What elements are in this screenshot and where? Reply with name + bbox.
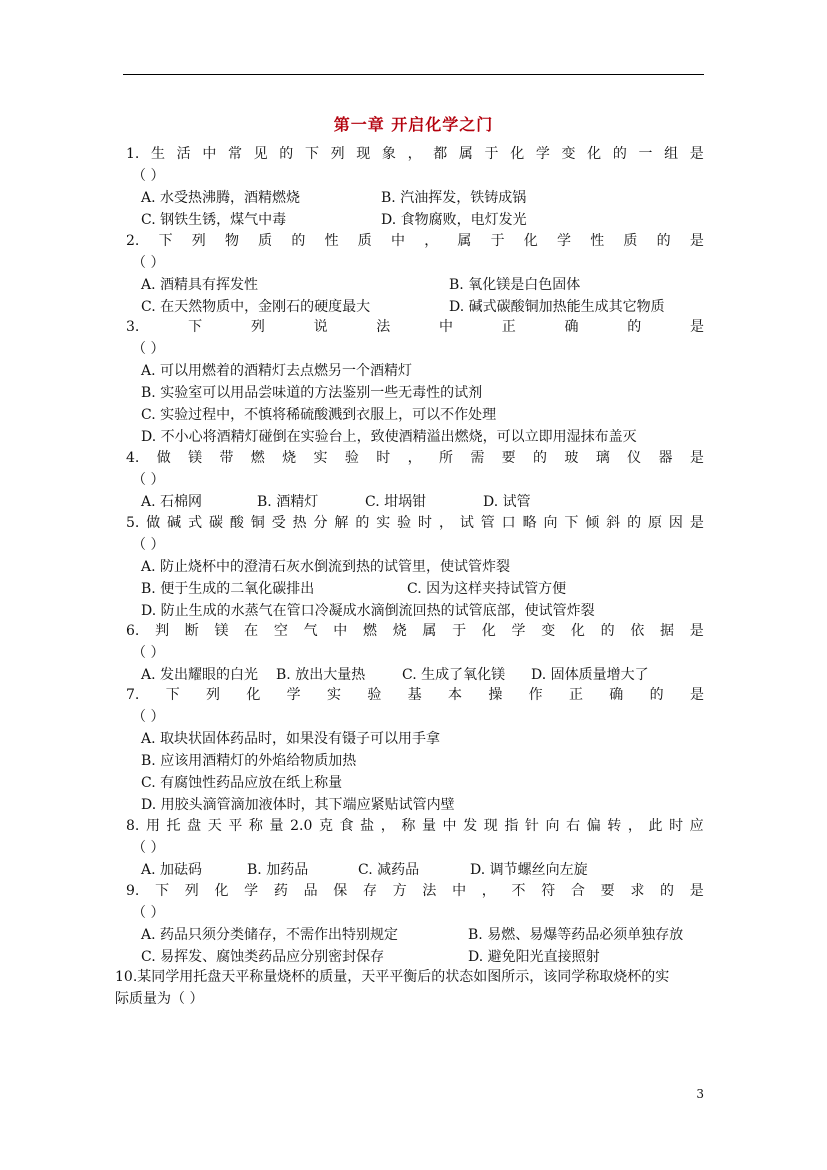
question-9-option: A. 药品只须分类储存，不需作出特别规定 bbox=[141, 927, 399, 943]
page-number: 3 bbox=[696, 1087, 704, 1101]
stem-char: 保 bbox=[333, 883, 348, 899]
question-8-stem bbox=[126, 815, 704, 837]
stem-char: 碳 bbox=[208, 515, 223, 531]
stem-char: 称 bbox=[401, 818, 416, 834]
stem-char: 下 bbox=[158, 233, 173, 249]
stem-char: 见 bbox=[253, 146, 268, 162]
stem-char: 验 bbox=[367, 687, 382, 703]
stem-char: 化 bbox=[214, 883, 229, 899]
stem-char: 实 bbox=[327, 687, 341, 703]
question-2-option: A. 酒精具有挥发性 bbox=[141, 277, 259, 293]
stem-char: 式 bbox=[188, 515, 203, 531]
stem-char: 热 bbox=[292, 515, 307, 531]
answer-parentheses: （ ） bbox=[132, 645, 165, 661]
stem-char: ， bbox=[424, 233, 439, 249]
stem-char: 断 bbox=[184, 623, 199, 639]
stem-char: 玻 bbox=[564, 450, 579, 466]
stem-char: 学 bbox=[511, 623, 526, 639]
stem-char: ， bbox=[380, 818, 395, 834]
stem-char: 常 bbox=[227, 146, 242, 162]
stem-char: 于 bbox=[484, 146, 499, 162]
stem-char: 的 bbox=[533, 450, 548, 466]
stem-char: 法 bbox=[376, 319, 391, 335]
stem-char: ， bbox=[627, 818, 642, 834]
stem-char: 下 bbox=[188, 319, 203, 335]
stem-char: 需 bbox=[470, 450, 485, 466]
stem-char: 时 bbox=[669, 818, 684, 834]
stem-char: 9. bbox=[126, 883, 140, 899]
stem-char: 实 bbox=[313, 450, 328, 466]
question-1-option: D. 食物腐败，电灯发光 bbox=[381, 212, 527, 228]
q10-line1: 10.某同学用托盘天平称量烧杯的质量，天平平衡后的状态如图所示，该同学称取烧杯的实 bbox=[115, 969, 670, 985]
stem-char: 品 bbox=[303, 883, 318, 899]
stem-char: 管 bbox=[480, 515, 495, 531]
stem-char: 一 bbox=[638, 146, 653, 162]
stem-char: 烧 bbox=[392, 623, 407, 639]
stem-char: 合 bbox=[570, 883, 585, 899]
stem-char: 于 bbox=[490, 233, 505, 249]
stem-char: 方 bbox=[392, 883, 407, 899]
stem-char: 口 bbox=[501, 515, 516, 531]
stem-char: 的 bbox=[627, 319, 642, 335]
answer-parentheses: （ ） bbox=[132, 840, 165, 856]
question-8-option: A. 加砝码 bbox=[141, 862, 203, 878]
stem-char: 据 bbox=[660, 623, 675, 639]
stem-char: 物 bbox=[224, 233, 239, 249]
stem-char: 用 bbox=[145, 818, 160, 834]
stem-char: 基 bbox=[407, 687, 422, 703]
question-2-option: D. 碱式碳酸铜加热能生成其它物质 bbox=[449, 299, 665, 315]
stem-char: 克 bbox=[318, 818, 333, 834]
stem-char: ， bbox=[438, 515, 453, 531]
question-5-option: A. 防止烧杯中的澄清石灰水倒流到热的试管里，使试管炸裂 bbox=[141, 559, 511, 575]
stem-char: 法 bbox=[422, 883, 437, 899]
stem-char: 斜 bbox=[606, 515, 621, 531]
stem-char: 镁 bbox=[188, 450, 203, 466]
stem-char: 化 bbox=[481, 623, 496, 639]
stem-char: 托 bbox=[166, 818, 181, 834]
stem-char: 下 bbox=[155, 883, 170, 899]
stem-char: 实 bbox=[376, 515, 391, 531]
stem-char: 列 bbox=[184, 883, 199, 899]
stem-char: 是 bbox=[689, 883, 704, 899]
stem-char: 3. bbox=[126, 319, 140, 335]
stem-char: 略 bbox=[522, 515, 537, 531]
stem-char: 性 bbox=[324, 233, 339, 249]
stem-char: 的 bbox=[656, 233, 671, 249]
stem-char: 是 bbox=[689, 623, 704, 639]
stem-char: 指 bbox=[504, 818, 519, 834]
stem-char: 燃 bbox=[362, 623, 377, 639]
question-3-option: C. 实验过程中，不慎将稀硫酸溅到衣服上，可以不作处理 bbox=[141, 407, 497, 423]
question-9-stem bbox=[126, 880, 704, 902]
question-9-option: B. 易燃、易爆等药品必须单独存放 bbox=[468, 927, 684, 943]
stem-char: 转 bbox=[607, 818, 622, 834]
stem-char: 本 bbox=[447, 687, 462, 703]
stem-char: 象 bbox=[381, 146, 396, 162]
stem-char: 活 bbox=[176, 146, 191, 162]
stem-char: ， bbox=[481, 883, 496, 899]
stem-char: 操 bbox=[488, 687, 503, 703]
stem-char: 列 bbox=[250, 319, 265, 335]
stem-char: 应 bbox=[689, 818, 704, 834]
question-6-option: D. 固体质量增大了 bbox=[531, 667, 649, 683]
stem-char: 质 bbox=[357, 233, 372, 249]
question-6-option: C. 生成了氧化镁 bbox=[402, 667, 506, 683]
stem-char: 时 bbox=[418, 515, 433, 531]
stem-char: 试 bbox=[459, 515, 474, 531]
stem-char: 正 bbox=[501, 319, 516, 335]
stem-char: 1. bbox=[126, 146, 140, 162]
question-6-stem bbox=[126, 620, 704, 642]
stem-char: 变 bbox=[561, 146, 576, 162]
stem-char: 烧 bbox=[282, 450, 297, 466]
stem-char: 中 bbox=[390, 233, 405, 249]
stem-char: 的 bbox=[600, 623, 615, 639]
stem-char: 仪 bbox=[627, 450, 642, 466]
question-3-option: B. 实验室可以用品尝味道的方法鉴别一些无毒性的试剂 bbox=[141, 385, 483, 401]
stem-char: 解 bbox=[334, 515, 349, 531]
stem-char: 确 bbox=[609, 687, 624, 703]
stem-char: 的 bbox=[355, 515, 370, 531]
answer-parentheses: （ ） bbox=[132, 341, 165, 357]
answer-parentheses: （ ） bbox=[132, 905, 165, 921]
question-5-option: B. 便于生成的二氧化碳排出 bbox=[141, 581, 315, 597]
question-6-option: B. 放出大量热 bbox=[276, 667, 366, 683]
stem-char: ， bbox=[407, 146, 422, 162]
answer-parentheses: （ ） bbox=[132, 255, 165, 271]
stem-char: 带 bbox=[219, 450, 234, 466]
stem-char: 中 bbox=[202, 146, 217, 162]
stem-char: 列 bbox=[191, 233, 206, 249]
stem-char: 要 bbox=[501, 450, 516, 466]
stem-char: 确 bbox=[564, 319, 579, 335]
stem-char: 说 bbox=[313, 319, 328, 335]
stem-char: 学 bbox=[535, 146, 550, 162]
stem-char: 盘 bbox=[187, 818, 202, 834]
stem-char: 2. bbox=[126, 233, 140, 249]
stem-char: 求 bbox=[630, 883, 645, 899]
stem-char: 都 bbox=[433, 146, 448, 162]
stem-char: 中 bbox=[442, 818, 457, 834]
stem-char: 6. bbox=[126, 623, 140, 639]
stem-char: 的 bbox=[612, 146, 627, 162]
question-1-option: C. 钢铁生锈，煤气中毒 bbox=[141, 212, 287, 228]
stem-char: 组 bbox=[664, 146, 679, 162]
stem-char: 璃 bbox=[595, 450, 610, 466]
stem-char: 镁 bbox=[214, 623, 229, 639]
stem-char: 偏 bbox=[586, 818, 601, 834]
stem-char: 下 bbox=[165, 687, 180, 703]
stem-char: 7. bbox=[126, 687, 140, 703]
stem-char: 变 bbox=[541, 623, 556, 639]
answer-parentheses: （ ） bbox=[132, 709, 165, 725]
stem-char: 验 bbox=[397, 515, 412, 531]
question-8-option: D. 调节螺丝向左旋 bbox=[470, 862, 588, 878]
question-4-option: B. 酒精灯 bbox=[257, 494, 319, 510]
stem-char: 是 bbox=[689, 319, 704, 335]
question-7-stem bbox=[126, 684, 704, 706]
stem-char: 正 bbox=[568, 687, 583, 703]
stem-char: 性 bbox=[590, 233, 605, 249]
stem-char: 质 bbox=[623, 233, 638, 249]
stem-char: 器 bbox=[658, 450, 673, 466]
question-7-option: B. 应该用酒精灯的外焰给物质加热 bbox=[141, 753, 357, 769]
stem-char: 于 bbox=[452, 623, 467, 639]
question-4-stem bbox=[126, 447, 704, 469]
stem-char: 针 bbox=[524, 818, 539, 834]
question-9-option: D. 避免阳光直接照射 bbox=[468, 949, 600, 965]
stem-char: 4. bbox=[126, 450, 140, 466]
stem-char: 是 bbox=[689, 233, 704, 249]
stem-char: 铜 bbox=[250, 515, 265, 531]
stem-char: 做 bbox=[146, 515, 161, 531]
question-1-stem bbox=[126, 143, 704, 165]
stem-char: 是 bbox=[689, 687, 704, 703]
stem-char: 学 bbox=[286, 687, 301, 703]
stem-char: 中 bbox=[452, 883, 467, 899]
stem-char: 验 bbox=[344, 450, 359, 466]
stem-char: 是 bbox=[689, 146, 704, 162]
stem-char: 2.0 bbox=[290, 818, 313, 834]
question-7-option: D. 用胶头滴管滴加液体时，其下端应紧贴试管内壁 bbox=[141, 797, 455, 813]
stem-char: 判 bbox=[155, 623, 170, 639]
stem-char: 存 bbox=[362, 883, 377, 899]
question-7-option: C. 有腐蚀性药品应放在纸上称量 bbox=[141, 775, 343, 791]
question-5-stem bbox=[126, 512, 704, 534]
stem-char: 的 bbox=[627, 515, 642, 531]
stem-char: 原 bbox=[648, 515, 663, 531]
stem-char: 燃 bbox=[250, 450, 265, 466]
stem-char: 是 bbox=[689, 450, 704, 466]
question-1-option: B. 汽油挥发，铁铸成锅 bbox=[381, 190, 527, 206]
stem-char: 食 bbox=[339, 818, 354, 834]
question-4-option: D. 试管 bbox=[483, 494, 531, 510]
stem-char: 学 bbox=[557, 233, 571, 249]
question-5-option: C. 因为这样夹持试管方便 bbox=[407, 581, 567, 597]
stem-char: 天 bbox=[207, 818, 222, 834]
question-8-option: B. 加药品 bbox=[247, 862, 309, 878]
stem-char: 符 bbox=[541, 883, 556, 899]
stem-char: 作 bbox=[528, 687, 543, 703]
stem-char: 5. bbox=[126, 515, 140, 531]
stem-char: 学 bbox=[244, 883, 259, 899]
question-8-option: C. 减药品 bbox=[358, 862, 420, 878]
stem-char: 的 bbox=[291, 233, 306, 249]
question-2-stem bbox=[126, 230, 704, 252]
stem-char: 下 bbox=[564, 515, 579, 531]
stem-char: 质 bbox=[258, 233, 273, 249]
answer-parentheses: （ ） bbox=[132, 537, 165, 553]
stem-char: 下 bbox=[304, 146, 319, 162]
question-5-option: D. 防止生成的水蒸气在管口冷凝成水滴倒流回热的试管底部，使试管炸裂 bbox=[141, 603, 595, 619]
answer-parentheses: （ ） bbox=[132, 472, 165, 488]
stem-char: 属 bbox=[422, 623, 437, 639]
stem-char: 化 bbox=[523, 233, 538, 249]
stem-char: 盐 bbox=[360, 818, 375, 834]
question-2-option: C. 在天然物质中，金刚石的硬度最大 bbox=[141, 299, 371, 315]
stem-char: 化 bbox=[570, 623, 585, 639]
stem-char: 做 bbox=[156, 450, 171, 466]
stem-char: 属 bbox=[458, 146, 473, 162]
stem-char: 是 bbox=[689, 515, 704, 531]
q10-line2: 际质量为（ ） bbox=[115, 991, 204, 1007]
stem-char: 现 bbox=[356, 146, 371, 162]
question-4-option: C. 坩埚钳 bbox=[365, 494, 427, 510]
stem-char: 酸 bbox=[229, 515, 244, 531]
stem-char: 属 bbox=[457, 233, 472, 249]
stem-char: 列 bbox=[206, 687, 221, 703]
stem-char: 化 bbox=[587, 146, 602, 162]
stem-char: 药 bbox=[273, 883, 288, 899]
stem-char: 中 bbox=[333, 623, 348, 639]
stem-char: 化 bbox=[246, 687, 261, 703]
question-6-option: A. 发出耀眼的白光 bbox=[141, 667, 259, 683]
question-4-option: A. 石棉网 bbox=[141, 494, 203, 510]
stem-char: 的 bbox=[660, 883, 675, 899]
question-3-option: D. 不小心将酒精灯碰倒在实验台上，致使酒精溢出燃烧，可以立即用湿抹布盖灭 bbox=[141, 429, 637, 445]
question-2-option: B. 氧化镁是白色固体 bbox=[449, 277, 581, 293]
stem-char: 时 bbox=[376, 450, 391, 466]
stem-char: 在 bbox=[244, 623, 259, 639]
stem-char: 的 bbox=[279, 146, 294, 162]
stem-char: 此 bbox=[648, 818, 663, 834]
stem-char: 倾 bbox=[585, 515, 600, 531]
stem-char: 向 bbox=[543, 515, 558, 531]
stem-char: 平 bbox=[228, 818, 243, 834]
stem-char: 气 bbox=[303, 623, 318, 639]
stem-char: 因 bbox=[668, 515, 683, 531]
stem-char: 量 bbox=[421, 818, 436, 834]
stem-char: 化 bbox=[510, 146, 525, 162]
stem-char: 碱 bbox=[167, 515, 182, 531]
question-9-option: C. 易挥发、腐蚀类药品应分别密封保存 bbox=[141, 949, 385, 965]
stem-char: 所 bbox=[438, 450, 453, 466]
stem-char: 依 bbox=[630, 623, 645, 639]
stem-char: 右 bbox=[566, 818, 581, 834]
question-3-stem bbox=[126, 316, 704, 338]
question-1-option: A. 水受热沸腾，酒精燃烧 bbox=[141, 190, 301, 206]
question-3-option: A. 可以用燃着的酒精灯去点燃另一个酒精灯 bbox=[141, 363, 413, 379]
stem-char: 空 bbox=[273, 623, 288, 639]
stem-char: 8. bbox=[126, 818, 140, 834]
stem-char: ， bbox=[407, 450, 422, 466]
stem-char: 发 bbox=[463, 818, 478, 834]
stem-char: 生 bbox=[151, 146, 166, 162]
stem-char: 要 bbox=[600, 883, 615, 899]
stem-char: 现 bbox=[483, 818, 498, 834]
stem-char: 分 bbox=[313, 515, 328, 531]
stem-char: 的 bbox=[649, 687, 664, 703]
stem-char: 量 bbox=[269, 818, 284, 834]
stem-char: 受 bbox=[271, 515, 286, 531]
stem-char: 列 bbox=[330, 146, 345, 162]
answer-parentheses: （ ） bbox=[132, 168, 165, 184]
stem-char: 向 bbox=[545, 818, 560, 834]
chapter-title: 第一章 开启化学之门 bbox=[333, 115, 494, 134]
stem-char: 不 bbox=[511, 883, 526, 899]
header-rule bbox=[123, 74, 704, 75]
question-7-option: A. 取块状固体药品时，如果没有镊子可以用手拿 bbox=[141, 731, 441, 747]
stem-char: 中 bbox=[439, 319, 454, 335]
stem-char: 称 bbox=[248, 818, 263, 834]
